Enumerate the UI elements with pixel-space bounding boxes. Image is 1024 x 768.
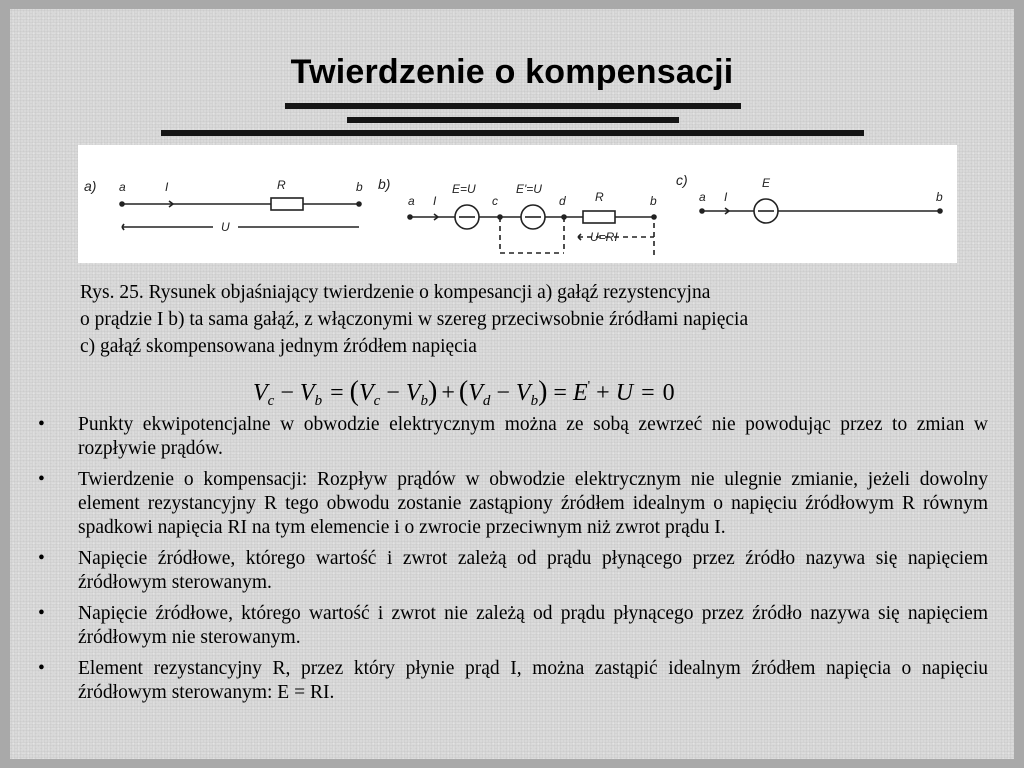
panel-b-terminal (652, 215, 656, 219)
panel-a-letter: a) (84, 178, 97, 194)
circuit-diagram (78, 145, 957, 263)
caption-line: c) gałąź skompensowana jednym źródłem napięcia (80, 336, 477, 357)
bullet-symbol: • (38, 603, 45, 624)
panel-c-terminal (700, 209, 704, 213)
bullet-text: Element rezystancyjny R, przez który płynie prąd I, można zastąpić idealnym źródłem napięcia o napięciu źródłowym sterowanym: E = RI. (78, 658, 988, 703)
panel-b (378, 176, 657, 255)
bullet-item (38, 657, 988, 705)
panel-a-current: I (165, 180, 169, 194)
panel-a-node-a: a (119, 180, 126, 194)
panel-b-voltage: U=RI (590, 230, 618, 244)
bullet-symbol: • (38, 469, 45, 490)
bullet-text: Punkty ekwipotencjalne w obwodzie elektrycznym można ze sobą zewrzeć nie powodując przez to zmian w rozpływie prądów. (78, 414, 988, 459)
panel-a (84, 178, 363, 234)
bullet-text: Twierdzenie o kompensacji: Rozpływ prądów w obwodzie elektrycznym nie ulegnie zmianie, jeżeli dowolny element rezystancyjny R tego obwodu zostanie zastąpiony źródłem idealnym o napięciu źródłowym R równym spadkowi napięcia RI na tym elemencie i o zwrocie przeciwnym niż zwrot prądu I. (78, 469, 988, 538)
panel-a-voltage: U (221, 220, 230, 234)
title-underline-2 (347, 117, 679, 123)
bullet-text: Napięcie źródłowe, którego wartość i zwrot zależą od prądu płynącego przez źródło nazywa się napięciem źródłowym sterowanym. (78, 548, 988, 593)
caption-line: o prądzie I b) ta sama gałąź, z włączonymi w szereg przeciwsobnie źródłami napięcia (80, 309, 749, 330)
bullet-item (38, 413, 988, 461)
svg-text:Vc−Vb=(Vc−Vb)+(Vd−Vb)=E'+U=0: $V_c - V_b = (V_c - V_b) + (V_d - V_b) = E' + U = 0$ (253, 376, 675, 408)
bullet-symbol: • (38, 548, 45, 569)
compensation-formula (253, 376, 783, 408)
bullet-item (38, 547, 988, 595)
formula-render (253, 376, 783, 408)
bullet-symbol: • (38, 414, 45, 435)
panel-c-letter: c) (676, 172, 688, 188)
panel-b-node-d: d (559, 194, 566, 208)
bullet-item (38, 602, 988, 650)
panel-a-terminal (120, 202, 124, 206)
panel-b-letter: b) (378, 176, 391, 192)
panel-b-node-b: b (650, 194, 657, 208)
bullet-text: Napięcie źródłowe, którego wartość i zwrot nie zależą od prądu płynącego przez źródło nazywa się napięciem źródłowym nie sterowanym. (78, 603, 988, 648)
panel-b-source2: E'=U (516, 182, 542, 196)
caption-line: Rys. 25. Rysunek objaśniający twierdzenie o kompesancji a) gałąź rezystencyjna (80, 282, 711, 303)
panel-c-node-b: b (936, 190, 943, 204)
panel-b-resistor (583, 211, 615, 223)
bullet-item (38, 468, 988, 540)
panel-a-node-b: b (356, 180, 363, 194)
panel-c (676, 172, 943, 223)
panel-b-current: I (433, 194, 437, 208)
panel-a-terminal (357, 202, 361, 206)
panel-a-resistor-label: R (277, 178, 286, 192)
panel-c-node-a: a (699, 190, 706, 204)
slide-title: Twierdzenie o kompensacji (290, 53, 734, 91)
panel-c-source-label: E (762, 176, 771, 190)
bullet-list (38, 413, 988, 712)
panel-c-terminal (938, 209, 942, 213)
figure-caption (80, 279, 980, 360)
bullet-symbol: • (38, 658, 45, 679)
panel-a-resistor (271, 198, 303, 210)
panel-b-node-a: a (408, 194, 415, 208)
panel-b-source1: E=U (452, 182, 476, 196)
slide (10, 9, 1014, 759)
title-underline-1 (285, 103, 741, 109)
panel-b-terminal (408, 215, 412, 219)
panel-b-resistor-label: R (595, 190, 604, 204)
panel-c-current: I (724, 190, 728, 204)
circuit-figure (78, 145, 957, 263)
title-underline-3 (161, 130, 864, 136)
panel-b-node-c: c (492, 194, 498, 208)
